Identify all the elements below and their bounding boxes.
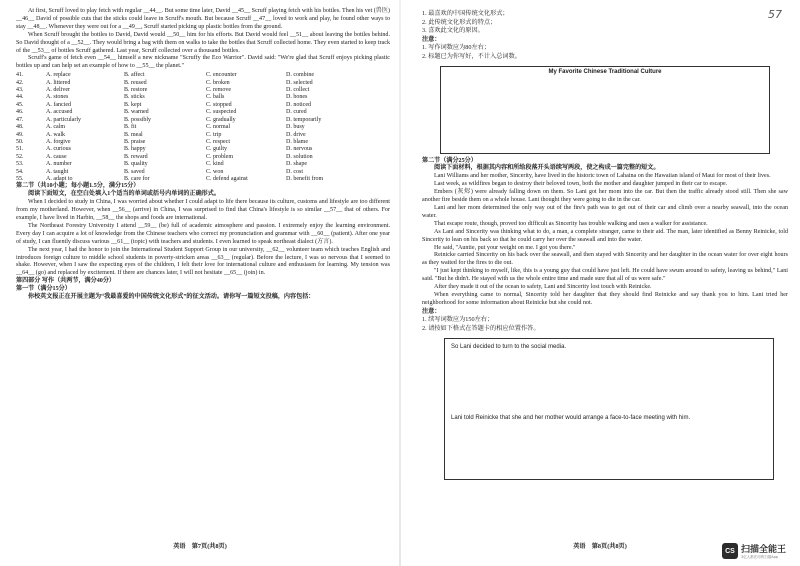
- question-number: 55.: [16, 175, 24, 182]
- camscanner-name: 扫描全能王: [740, 545, 786, 555]
- question-number: 51.: [16, 146, 24, 153]
- option-a: A. forgive: [46, 138, 71, 145]
- option-d: D. nervous: [286, 146, 313, 153]
- grammar-paragraph: The Northeast Forestry University I attend __59__ (be) full of academic atmosphere and passion. I extremely enjoy the learning environment. Every day I can acquire a lot of knowledge from the Chinese teachers who correct my pronunciation and grammar with __60__ (patient). After one year of study, I can fluently discuss various __61__ (topic) with teachers and students. I even learned to speak northeast dialect (方言).: [16, 222, 390, 245]
- passage-paragraph: When Scruff brought the bottles to David, David would __50__ him for his efforts. But David would feel __51__ about leaving the bottles behind. So David thought of a __52__. They would bring a bag with them on walks to take the bottles that Scruff collected home. They even started to keep track of the __53__ of bottles Scruff gathered. Last year, Scruff collected over a thousand bottles.: [16, 31, 391, 54]
- grammar-passage: [16, 199, 390, 278]
- story-paragraph: Lani Williams and her mother, Sincerity, have lived in the historic town of Lahaina on the Hawaiian island of Maui for most of their lives.: [434, 173, 771, 180]
- option-b: B. care for: [124, 175, 150, 182]
- option-c: C. remove: [206, 87, 231, 94]
- passage-paragraph: Scruff's game of fetch even __54__ himself a new nickname "Scruffy the Eco Warrior". David said: "We're glad that Scruff enjoys picking plastic bottles up and can help set an example of how to __55__ the planet.": [16, 55, 390, 70]
- option-d: D. blame: [286, 138, 308, 145]
- story-paragraph: Lani and her mom determined the only way out of the fire's path was to get out of their car and climb over a nearby seawall, into the ocean water.: [422, 205, 788, 219]
- note-item: 2. 标题已为你写好，不计入总词数。: [422, 52, 521, 60]
- story-paragraph: Last week, as wildfires began to destroy their beloved town, both the mother and daughter jumped in their car to escape.: [434, 181, 728, 188]
- question-number: 46.: [16, 109, 24, 116]
- option-c: C. guilty: [206, 146, 228, 153]
- option-c: C. respect: [206, 138, 230, 145]
- story-paragraph: "I just kept thinking to myself, like, this is a young guy that could have just left. He could have swum around to safety, leaving us behind," Lani said. "But he didn't. He stayed with us the whole entire time and made sure that all of us were safe.": [422, 268, 788, 283]
- option-a: A. calm: [46, 124, 65, 131]
- option-a: A. fancied: [46, 101, 71, 108]
- story-paragraph: After they made it out of the ocean to safety, Lani and Sincerity lost touch with Reinicke.: [434, 284, 652, 291]
- cloze-passage: [16, 8, 390, 71]
- option-a: A. taught: [46, 168, 69, 175]
- option-a: A. number: [46, 161, 72, 168]
- handwritten-mark: 57: [768, 8, 782, 21]
- option-c: C. trip: [206, 131, 222, 138]
- option-b: B. reused: [124, 79, 147, 86]
- option-b: B. fit: [124, 124, 137, 131]
- option-c: C. suspected: [206, 109, 237, 116]
- option-d: D. noticed: [286, 101, 311, 108]
- story-paragraph: Embers (灰烬) were already falling down on them. So Lani got her mom into the car. But then the traffic already stood still. Then she saw another fire beside them on a whole house. Lani thought they were going to die in the car.: [422, 189, 788, 204]
- camscanner-icon: CS: [722, 543, 738, 559]
- option-c: C. gradually: [206, 116, 236, 123]
- option-c: C. normal: [206, 124, 230, 131]
- option-d: D. shape: [286, 161, 307, 168]
- camscanner-watermark: [722, 542, 786, 560]
- option-b: B. saved: [124, 168, 145, 175]
- question-number: 42.: [16, 79, 24, 86]
- option-d: D. drive: [286, 131, 306, 138]
- note-item: 1. 写作词数应为80左右；: [422, 44, 491, 52]
- option-b: B. restore: [124, 87, 148, 94]
- option-b: B. praise: [124, 138, 146, 145]
- essay-answer-box: [440, 66, 770, 154]
- story-paragraph: He said, "Auntie, put your weight on me. I got you there.": [434, 244, 576, 251]
- continuation-notes: [422, 316, 788, 333]
- section2-writing-heading: 第二节（满分25分）: [422, 157, 477, 164]
- story-passage: [422, 173, 788, 307]
- option-a: A. particularly: [46, 116, 81, 123]
- writing-task-list: [422, 10, 788, 36]
- option-c: C. kind: [206, 161, 224, 168]
- notes-label-2: 注意：: [422, 307, 441, 315]
- part4-instruction: 你校英文报正在开展主题为“我最喜爱的中国传统文化形式”的征文活动。请你写一篇短文投稿，内容包括：: [28, 294, 315, 301]
- continuation-answer-box: [444, 338, 774, 480]
- writing-notes: [422, 44, 788, 61]
- exam-page-8: [400, 0, 800, 566]
- camscanner-tagline: 3亿人都在用的扫描App: [740, 555, 779, 559]
- question-number: 43.: [16, 87, 24, 94]
- option-d: D. temporarily: [286, 116, 322, 123]
- option-c: C. balls: [206, 94, 225, 101]
- option-a: A. accused: [46, 109, 73, 116]
- option-a: A. cause: [46, 153, 67, 160]
- question-number: 47.: [16, 116, 24, 123]
- grammar-paragraph: When I decided to study in China, I was worried about whether I could adapt to life there because its culture, customs and lifestyle are too different from my motherland. However, when __56__ (arrive) in China, I was surprised to find that China's lifestyle is so similar __57__ that of others. For example, I have lived in Harbin, __58__ the shops and foods are international.: [16, 199, 390, 221]
- option-a: A. replace: [46, 72, 71, 79]
- option-d: D. solution: [286, 153, 313, 160]
- option-d: D. cured: [286, 109, 307, 116]
- paragraph-starter-1: So Lani decided to turn to the social media.: [451, 343, 567, 350]
- story-paragraph: Reinicke carried Sincerity on his back over the seawall, and then stayed with Sincerity and her daughter in the ocean water for over eight hours as they waited for the fires to die out.: [422, 252, 788, 267]
- question-number: 50.: [16, 138, 24, 145]
- grammar-paragraph: The next year, I had the honor to join the International Student Support Group in our university, __62__ volunteer team which teaches English and introduces foreign culture to middle school students in poverty-stricken areas __63__ (regular). Before the lecture, I was so nervous that I seemed to shake. However, when I saw the expecting eyes of the children, I felt their love for international culture and enthusiasm for learning. My tension was __64__ (go) and replaced by excitement. If there are chances later, I will not hesitate __65__ (join) in.: [16, 246, 390, 277]
- option-b: B. affect: [124, 72, 145, 79]
- question-number: 44.: [16, 94, 24, 101]
- option-c: C. encounter: [206, 72, 237, 79]
- story-paragraph: As Lani and Sincerity was thinking what to do, a man, a complete stranger, came to their aid. The man, later identified as Benny Reinicke, told Sincerity to lean on his back so that he could carry her over the seawall and into the water.: [422, 228, 788, 243]
- option-a: A. adapt to: [46, 175, 73, 182]
- page-footer-7: 英语 第7页(共8页): [173, 543, 227, 550]
- option-b: B. quality: [124, 161, 148, 168]
- continuation-instruction: 阅读下面材料，根据其内容和所给段落开头语续写两段，使之构成一篇完整的短文。: [434, 165, 660, 172]
- option-d: D. busy: [286, 124, 305, 131]
- story-paragraph: When everything came to normal, Sincerity told her daughter that they should find Reinicke and say thank you to him. Lani tried her neighborhood for some information about Reinicke but she could not.: [422, 291, 788, 306]
- option-b: B. reward: [124, 153, 148, 160]
- question-number: 53.: [16, 161, 24, 168]
- option-d: D. bones: [286, 94, 308, 101]
- option-b: B. warned: [124, 109, 149, 116]
- option-a: A. walk: [46, 131, 65, 138]
- passage-paragraph: At first, Scruff loved to play fetch with regular __44__. But some time later, David __45__ Scruff playing fetch with his bottles. Then his vet (兽医) __46__ David of possible cuts that the sticks could leave in Scruff's mouth. But because Scruff __47__ loved to work and play, he found other ways to stay __48__. Whenever they were out for a __49__, Scruff started picking up plastic bottles from the ground.: [16, 8, 390, 30]
- option-d: D. cost: [286, 168, 303, 175]
- paragraph-starter-2: Lani told Reinicke that she and her mother would arrange a face-to-face meeting with him.: [451, 414, 691, 421]
- section2-instruction: 阅读下面短文，在空白处填入1个适当的单词或括号内单词的正确形式。: [28, 191, 220, 198]
- option-a: A. littered: [46, 79, 71, 86]
- option-d: D. benefit from: [286, 175, 324, 182]
- part4-heading: 第四部分 写作（共两节，满分40分）: [16, 278, 116, 285]
- option-c: C. defend against: [206, 175, 248, 182]
- option-c: C. won: [206, 168, 224, 175]
- note-item: 1. 续写词数应为150左右；: [422, 316, 494, 324]
- task-item: 2. 此传统文化形式的特点；: [422, 18, 497, 26]
- option-b: B. happy: [124, 146, 146, 153]
- part4-section1: 第一节（满分15分）: [16, 286, 71, 293]
- question-number: 45.: [16, 101, 24, 108]
- task-item: 3. 喜欢此文化的原因。: [422, 27, 484, 35]
- question-number: 41.: [16, 72, 24, 79]
- option-a: A. curious: [46, 146, 71, 153]
- story-paragraph: That escape route, though, proved too difficult as Sincerity has trouble walking and uses a walker for assistance.: [434, 220, 708, 227]
- option-c: C. broken: [206, 79, 230, 86]
- question-number: 54.: [16, 168, 24, 175]
- option-d: D. selected: [286, 79, 313, 86]
- essay-title: My Favorite Chinese Traditional Culture: [548, 68, 662, 75]
- page-footer-8: 英语 第8页(共8页): [573, 543, 627, 550]
- question-number: 48.: [16, 124, 24, 131]
- option-a: A. stones: [46, 94, 69, 101]
- note-item: 2. 请按如下格式在答题卡的相应位置作答。: [422, 324, 540, 332]
- option-b: B. possibly: [124, 116, 152, 123]
- cloze-options: [16, 72, 390, 183]
- notes-label: 注意：: [422, 35, 441, 43]
- option-b: B. kept: [124, 101, 142, 108]
- section2-heading: 第二节（共10小题；每小题1.5分，满分15分）: [16, 183, 140, 190]
- option-d: D. collect: [286, 87, 310, 94]
- option-a: A. deliver: [46, 87, 70, 94]
- option-b: B. sticks: [124, 94, 145, 101]
- question-number: 52.: [16, 153, 24, 160]
- task-item: 1. 最喜欢的中国传统文化形式；: [422, 10, 509, 17]
- question-number: 49.: [16, 131, 24, 138]
- option-c: C. problem: [206, 153, 233, 160]
- option-c: C. stopped: [206, 101, 232, 108]
- option-b: B. meal: [124, 131, 143, 138]
- option-d: D. combine: [286, 72, 314, 79]
